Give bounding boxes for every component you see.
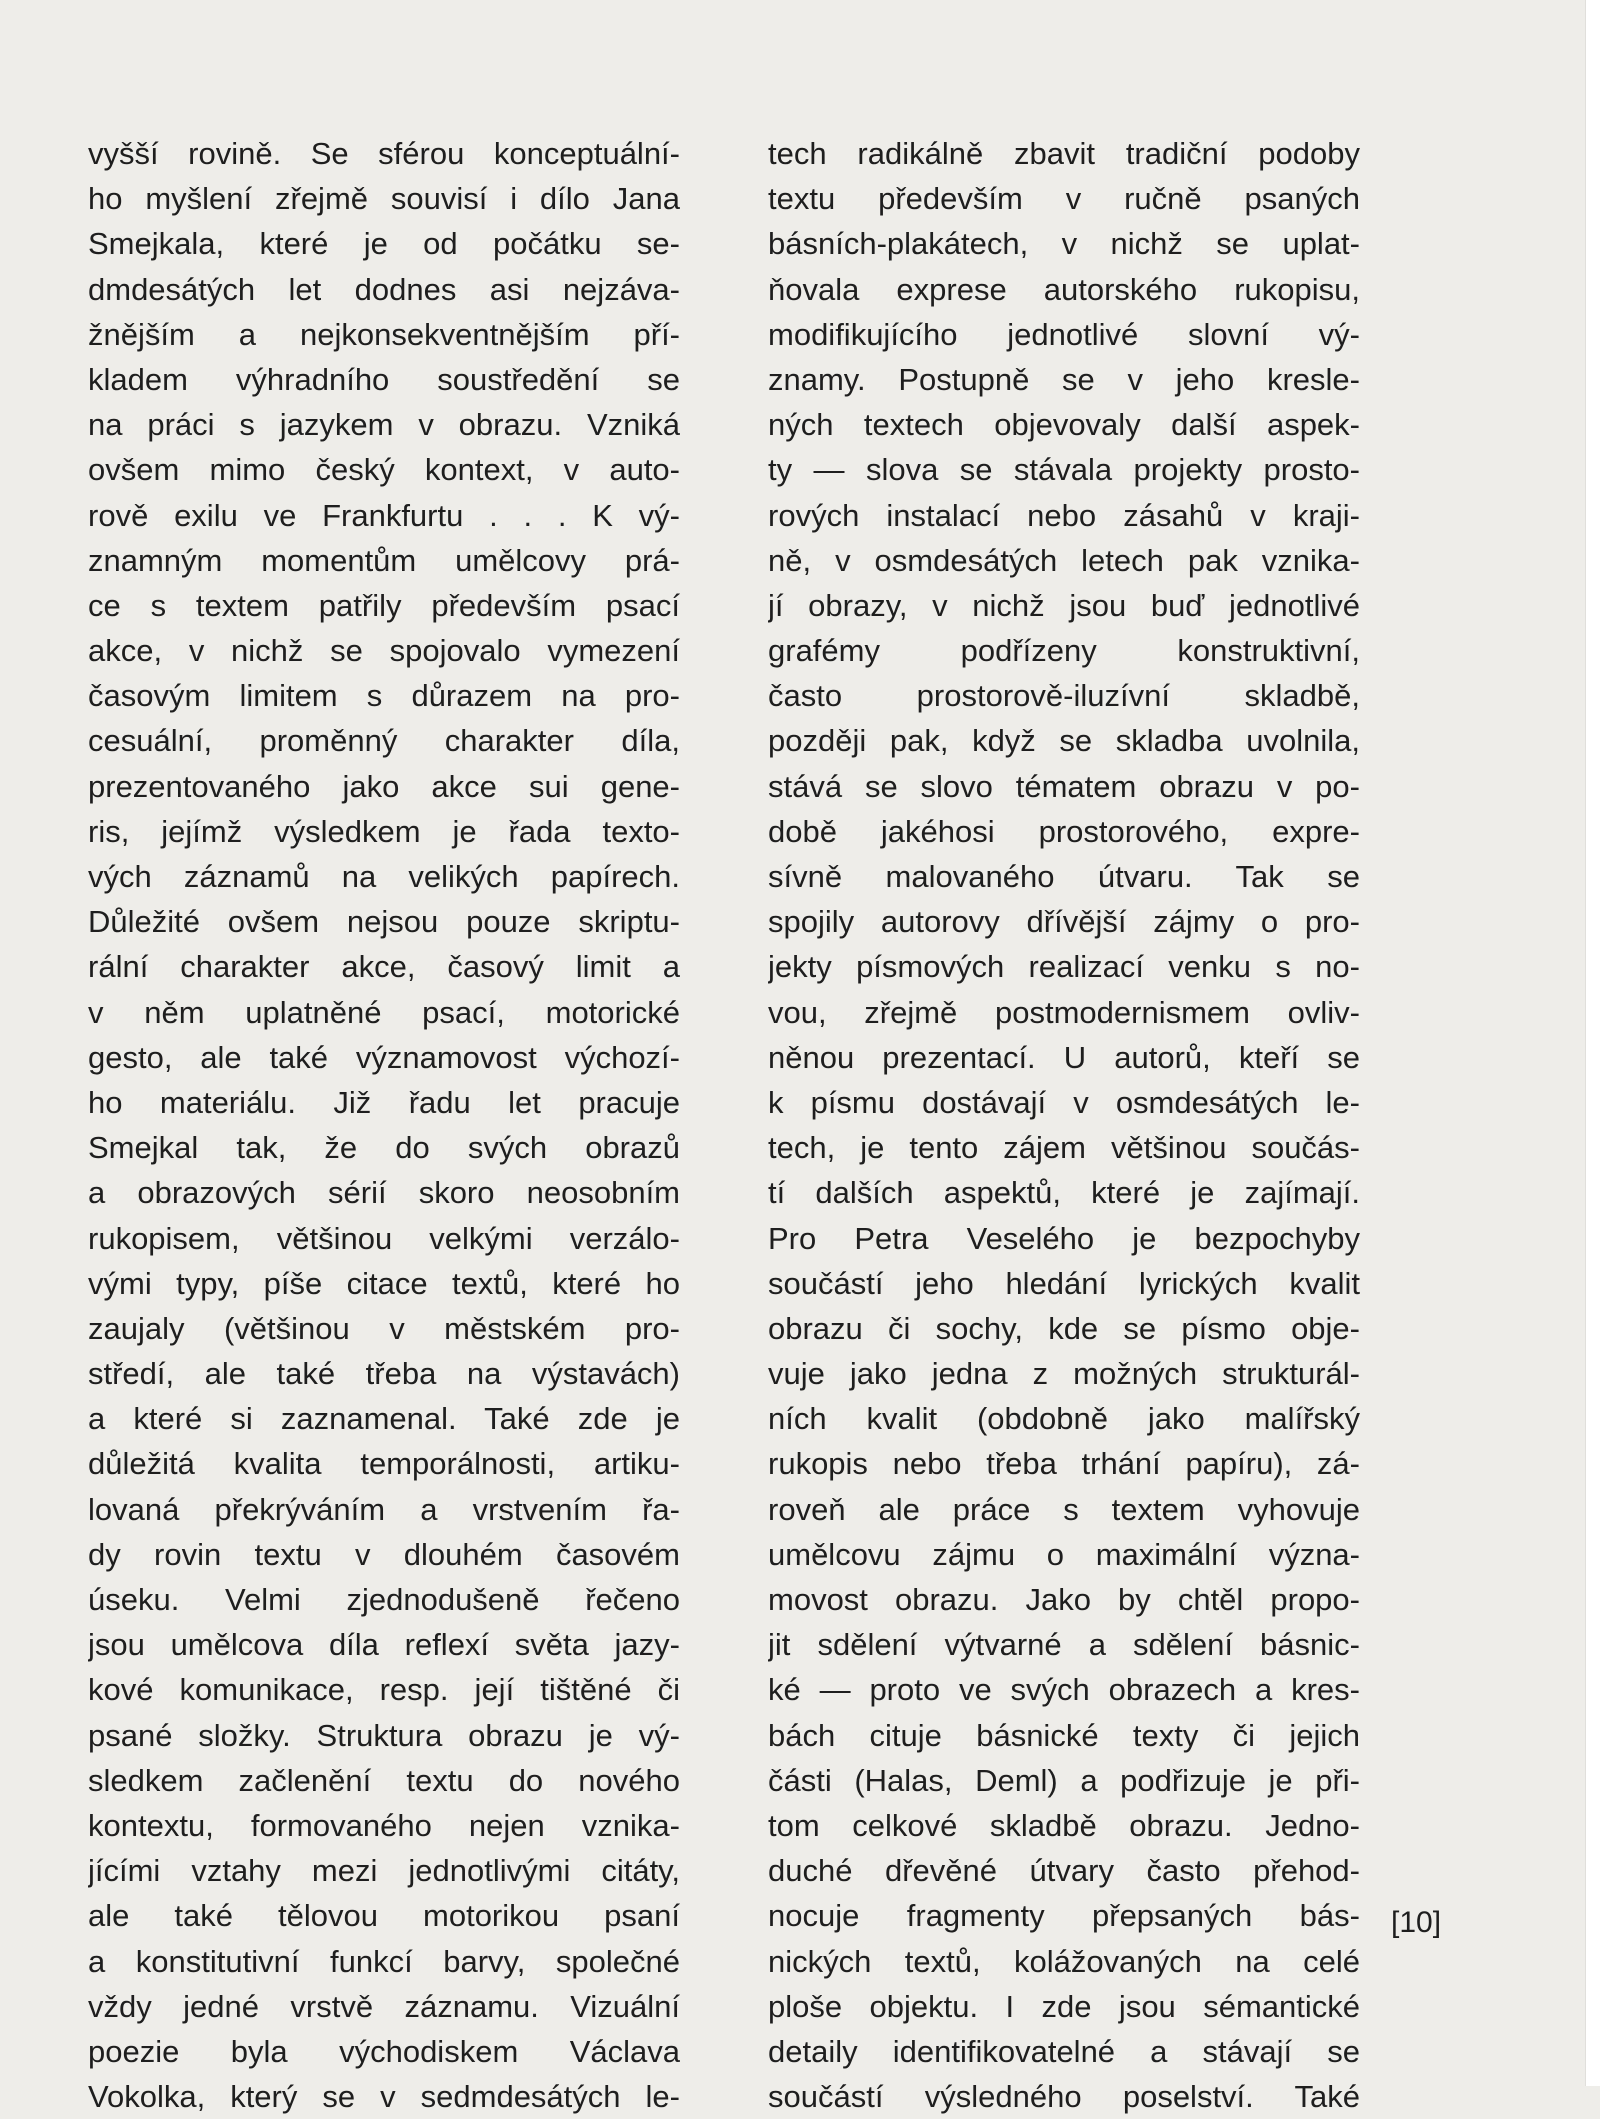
text-line: Důležité ovšem nejsou pouze skriptu- [88,904,680,940]
text-line: rální charakter akce, časový limit a [88,949,680,985]
text-line: bách cituje básnické texty či jejich [768,1717,1360,1753]
text-line: a konstitutivní funkcí barvy, společné [88,1943,680,1979]
text-line: a obrazových sérií skoro neosobním [88,1175,680,1211]
text-line: znamným momentům umělcovy prá- [88,542,680,578]
text-line: součástí jeho hledání lyrických kvalit [768,1265,1360,1301]
text-line: žnějším a nejkonsekventnějším pří- [88,316,680,352]
text-line: dmdesátých let dodnes asi nejzáva- [88,271,680,307]
text-line: ho myšlení zřejmě souvisí i dílo Jana [88,181,680,217]
text-line: ných textech objevovaly další aspek- [768,407,1360,443]
text-line: sívně malovaného útvaru. Tak se [768,859,1360,894]
text-line: tí dalších aspektů, které je zajímají. [768,1175,1360,1211]
text-line: stává se slovo tématem obrazu v po- [768,768,1360,804]
text-line: dy rovin textu v dlouhém časovém [88,1536,680,1572]
text-line: grafémy podřízeny konstruktivní, [768,633,1360,669]
text-line: jekty písmových realizací venku s no- [768,949,1360,985]
text-line: ních kvalit (obdobně jako malířský [768,1401,1360,1437]
text-line: lovaná překrýváním a vrstvením řa- [88,1491,680,1527]
text-line: vými typy, píše citace textů, které ho [88,1265,680,1301]
text-line: úseku. Velmi zjednodušeně řečeno [88,1582,680,1617]
text-line: Vokolka, který se v sedmdesátých le- [88,2079,680,2115]
text-column-left [88,131,680,2119]
text-line: spojily autorovy dřívější zájmy o pro- [768,904,1360,940]
text-line: psané složky. Struktura obrazu je vý- [88,1717,680,1753]
text-line: gesto, ale také významovost výchozí- [88,1039,680,1075]
text-line: duché dřevěné útvary často přehod- [768,1853,1360,1889]
text-line: a které si zaznamenal. Také zde je [88,1401,680,1437]
text-line: kladem výhradního soustředění se [88,361,680,397]
text-line: umělcovu zájmu o maximální význa- [768,1536,1360,1572]
text-line: ty — slova se stávala projekty prosto- [768,452,1360,488]
text-line: jit sdělení výtvarné a sdělení básnic- [768,1627,1360,1663]
text-line: textu především v ručně psaných [768,181,1360,217]
text-line: rukopis nebo třeba trhání papíru), zá- [768,1446,1360,1482]
text-line: ké — proto ve svých obrazech a kres- [768,1672,1360,1708]
text-line: části (Halas, Deml) a podřizuje je při- [768,1762,1360,1798]
text-line: ňovala exprese autorského rukopisu, [768,271,1360,307]
text-line: vých záznamů na velikých papírech. [88,859,680,894]
text-line: ce s textem patřily především psací [88,587,680,623]
text-line: v něm uplatněné psací, motorické [88,994,680,1030]
text-line: rukopisem, většinou velkými verzálo- [88,1220,680,1256]
text-line: něnou prezentací. U autorů, kteří se [768,1039,1360,1075]
text-line: kové komunikace, resp. její tištěné či [88,1672,680,1708]
text-line: součástí výsledného poselství. Také [768,2079,1360,2115]
text-line: Pro Petra Veselého je bezpochyby [768,1220,1360,1256]
text-line: vuje jako jedna z možných strukturál- [768,1356,1360,1392]
text-line: vou, zřejmě postmodernismem ovliv- [768,994,1360,1030]
text-line: prezentovaného jako akce sui gene- [88,768,680,804]
text-line: jsou umělcova díla reflexí světa jazy- [88,1627,680,1663]
text-line: ris, jejímž výsledkem je řada texto- [88,813,680,849]
text-line: ale také tělovou motorikou psaní [88,1898,680,1934]
text-line: vyšší rovině. Se sférou konceptuální- [88,136,680,171]
text-line: Smejkala, které je od počátku se- [88,226,680,262]
text-line: tom celkové skladbě obrazu. Jedno- [768,1807,1360,1843]
text-line: rových instalací nebo zásahů v kraji- [768,497,1360,533]
text-line: na práci s jazykem v obrazu. Vzniká [88,407,680,443]
text-line: tech, je tento zájem většinou součás- [768,1130,1360,1166]
text-line: jí obrazy, v nichž jsou buď jednotlivé [768,587,1360,623]
text-line: znamy. Postupně se v jeho kresle- [768,361,1360,397]
text-line: tech radikálně zbavit tradiční podoby [768,136,1360,171]
text-line: movost obrazu. Jako by chtěl propo- [768,1582,1360,1617]
text-line: k písmu dostávají v osmdesátých le- [768,1084,1360,1120]
page-edge [1585,0,1600,2086]
text-line: roveň ale práce s textem vyhovuje [768,1491,1360,1527]
text-line: středí, ale také třeba na výstavách) [88,1356,680,1392]
text-line: důležitá kvalita temporálnosti, artiku- [88,1446,680,1482]
text-line: nocuje fragmenty přepsaných bás- [768,1898,1360,1934]
text-line: časovým limitem s důrazem na pro- [88,678,680,714]
text-line: ovšem mimo český kontext, v auto- [88,452,680,488]
text-line: poezie byla východiskem Václava [88,2033,680,2069]
text-line: zaujaly (většinou v městském pro- [88,1310,680,1346]
text-line: vždy jedné vrstvě záznamu. Vizuální [88,1988,680,2024]
page-number: [10] [1391,1906,1442,1939]
text-line: později pak, když se skladba uvolnila, [768,723,1360,759]
text-line: často prostorově-iluzívní skladbě, [768,678,1360,714]
text-line: době jakéhosi prostorového, expre- [768,813,1360,849]
text-line: detaily identifikovatelné a stávají se [768,2033,1360,2069]
text-line: nických textů, kolážovaných na celé [768,1943,1360,1979]
text-line: akce, v nichž se spojovalo vymezení [88,633,680,669]
text-line: ně, v osmdesátých letech pak vznika- [768,542,1360,578]
text-line: Smejkal tak, že do svých obrazů [88,1130,680,1166]
text-column-right [768,131,1360,2119]
text-line: modifikujícího jednotlivé slovní vý- [768,316,1360,352]
text-line: rově exilu ve Frankfurtu . . . K vý- [88,497,680,533]
text-line: ploše objektu. I zde jsou sémantické [768,1988,1360,2024]
text-line: básních-plakátech, v nichž se uplat- [768,226,1360,262]
text-line: sledkem začlenění textu do nového [88,1762,680,1798]
text-line: jícími vztahy mezi jednotlivými citáty, [88,1853,680,1889]
text-line: obrazu či sochy, kde se písmo obje- [768,1310,1360,1346]
text-line: ho materiálu. Již řadu let pracuje [88,1084,680,1120]
text-line: kontextu, formovaného nejen vznika- [88,1807,680,1843]
text-line: cesuální, proměnný charakter díla, [88,723,680,759]
